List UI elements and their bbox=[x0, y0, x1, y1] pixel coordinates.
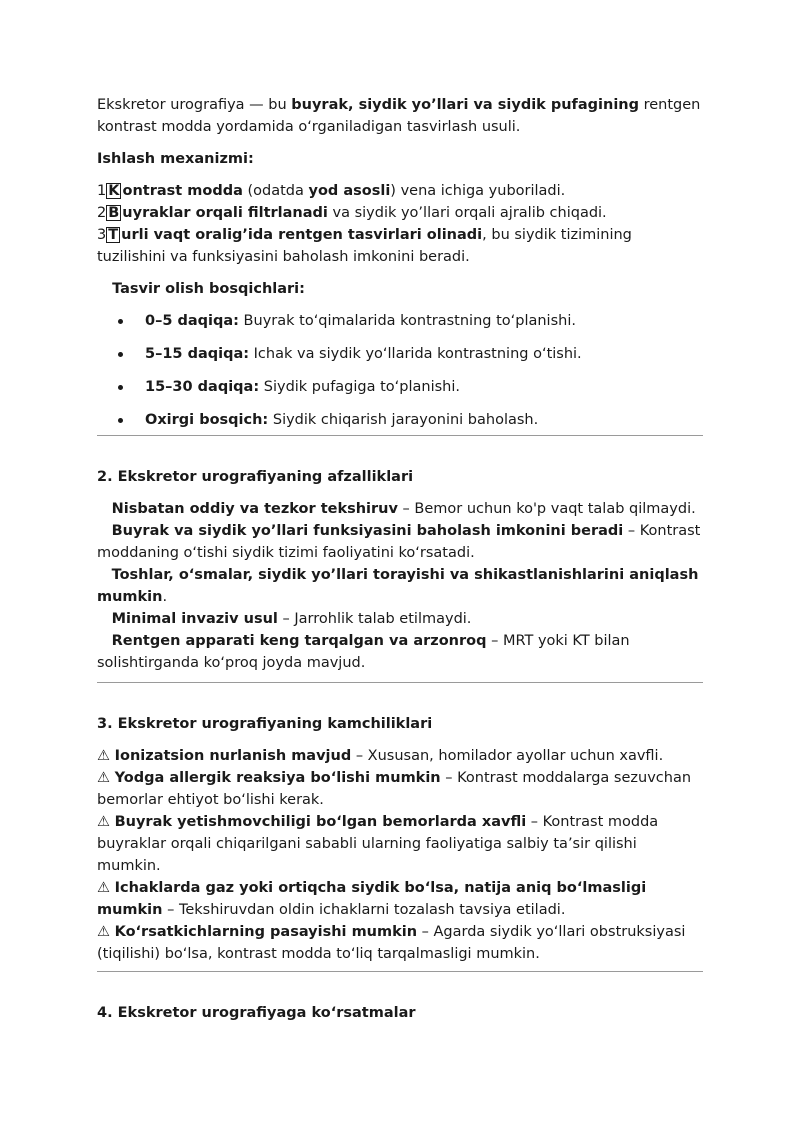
stage-label: 5–15 daqiqa: bbox=[145, 346, 250, 362]
step-bold: uyraklar orqali filtrlanadi bbox=[122, 205, 328, 221]
section-divider bbox=[97, 971, 703, 972]
mechanism-step bbox=[97, 202, 703, 224]
stage-text: Siydik chiqarish jarayonini baholash. bbox=[268, 412, 539, 428]
item-bold: Minimal invaziv usul bbox=[111, 611, 278, 627]
intro-text: rentgen kontrast modda yordamida o‘rganiladigan tasvirlash usuli. bbox=[97, 97, 701, 135]
item-bold: Buyrak va siydik yo’llari funksiyasini baholash imkonini beradi bbox=[111, 523, 624, 539]
list-item bbox=[118, 310, 703, 332]
warning-icon: ⚠ bbox=[97, 814, 110, 830]
step-bold: urli vaqt oralig’ida rentgen tasvirlari olinadi bbox=[121, 227, 483, 243]
step-text: ) vena ichiga yuboriladi. bbox=[390, 183, 566, 199]
stage-text: Ichak va siydik yo‘llarida kontrastning o‘tishi. bbox=[249, 346, 582, 362]
item-text: – Jarrohlik talab etilmaydi. bbox=[277, 611, 472, 627]
warning-icon: ⚠ bbox=[97, 770, 110, 786]
section-title-disadvantages: 3. Ekskretor urografiyaning kamchiliklari bbox=[97, 716, 433, 732]
list-item bbox=[97, 745, 703, 767]
boxed-letter: B bbox=[108, 205, 120, 221]
list-item bbox=[97, 767, 703, 811]
item-bold: Ichaklarda gaz yoki ortiqcha siydik bo‘lsa, natija aniq bo‘lmasligi mumkin bbox=[97, 880, 647, 918]
mechanism-step bbox=[97, 224, 703, 268]
list-item bbox=[97, 630, 703, 674]
stage-label: Oxirgi bosqich: bbox=[145, 412, 269, 428]
step-text: , bu siydik tizimining tuzilishini va funksiyasini baholash imkonini beradi. bbox=[97, 227, 632, 265]
item-text: – Kontrast moddaning o‘tishi siydik tizimi faoliyatini ko‘rsatadi. bbox=[97, 523, 701, 561]
stage-text: Siydik pufagiga to‘planishi. bbox=[259, 379, 461, 395]
intro-paragraph bbox=[97, 94, 703, 138]
boxed-letter: T bbox=[108, 227, 119, 243]
disadvantages-list bbox=[97, 745, 703, 965]
stages-heading-text: Tasvir olish bosqichlari: bbox=[112, 281, 305, 297]
mechanism-heading: Ishlash mexanizmi: bbox=[97, 151, 254, 167]
list-item bbox=[118, 376, 703, 398]
step-bold: ontrast modda bbox=[122, 183, 243, 199]
stage-label: 15–30 daqiqa: bbox=[145, 379, 260, 395]
step-number: 1 bbox=[97, 183, 107, 199]
item-text: – Kontrast modda buyraklar orqali chiqarilgani sababli ularning faoliyatiga salbiy ta’sir qilishi mumkin. bbox=[97, 814, 659, 874]
item-text: . bbox=[162, 589, 168, 605]
boxed-letter: K bbox=[108, 183, 120, 199]
item-text: – Xususan, homilador ayollar uchun xavfli. bbox=[351, 748, 664, 764]
list-item bbox=[118, 409, 703, 431]
intro-text: Ekskretor urografiya — bu bbox=[97, 97, 292, 113]
item-bold: Toshlar, o‘smalar, siydik yo’llari torayishi va shikastlanishlarini aniqlash mumkin bbox=[97, 567, 699, 605]
step-bold: yod asosli bbox=[308, 183, 391, 199]
list-item bbox=[97, 921, 703, 965]
item-text: – Kontrast moddalarga sezuvchan bemorlar ehtiyot bo‘lishi kerak. bbox=[97, 770, 692, 808]
item-bold: Yodga allergik reaksiya bo‘lishi mumkin bbox=[114, 770, 441, 786]
list-item bbox=[97, 564, 703, 608]
section-divider bbox=[97, 682, 703, 683]
item-text: – Agarda siydik yo‘llari obstruksiyasi (tiqilishi) bo‘lsa, kontrast modda to‘liq tarqalmasligi mumkin. bbox=[97, 924, 686, 962]
item-bold: Rentgen apparati keng tarqalgan va arzonroq bbox=[111, 633, 487, 649]
step-number: 2 bbox=[97, 205, 107, 221]
warning-icon: ⚠ bbox=[97, 748, 110, 764]
item-text: – Tekshiruvdan oldin ichaklarni tozalash tavsiya etiladi. bbox=[162, 902, 566, 918]
mechanism-steps bbox=[97, 180, 703, 268]
mechanism-step bbox=[97, 180, 703, 202]
item-text: – MRT yoki KT bilan solishtirganda ko‘proq joyda mavjud. bbox=[97, 633, 630, 671]
stage-label: 0–5 daqiqa: bbox=[145, 313, 239, 329]
list-item bbox=[97, 877, 703, 921]
list-item bbox=[97, 520, 703, 564]
item-bold: Ionizatsion nurlanish mavjud bbox=[114, 748, 352, 764]
list-item bbox=[97, 498, 703, 520]
warning-icon: ⚠ bbox=[97, 924, 110, 940]
step-text: va siydik yo’llari orqali ajralib chiqadi. bbox=[327, 205, 607, 221]
item-bold: Ko‘rsatkichlarning pasayishi mumkin bbox=[114, 924, 418, 940]
stages-heading bbox=[97, 278, 703, 300]
step-number: 3 bbox=[97, 227, 107, 243]
step-text: (odatda bbox=[242, 183, 309, 199]
item-bold: Buyrak yetishmovchiligi bo‘lgan bemorlarda xavfli bbox=[114, 814, 527, 830]
section-title-advantages: 2. Ekskretor urografiyaning afzalliklari bbox=[97, 469, 414, 485]
section-title-indications: 4. Ekskretor urografiyaga ko‘rsatmalar bbox=[97, 1005, 416, 1021]
intro-bold: buyrak, siydik yo’llari va siydik pufagining bbox=[291, 97, 639, 113]
list-item bbox=[97, 811, 703, 877]
list-item bbox=[118, 343, 703, 365]
section-divider bbox=[97, 435, 703, 436]
stages-list bbox=[97, 310, 703, 431]
list-item bbox=[97, 608, 703, 630]
advantages-list bbox=[97, 498, 703, 674]
item-text: – Bemor uchun ko'p vaqt talab qilmaydi. bbox=[397, 501, 696, 517]
item-bold: Nisbatan oddiy va tezkor tekshiruv bbox=[111, 501, 398, 517]
warning-icon: ⚠ bbox=[97, 880, 110, 896]
stage-text: Buyrak to‘qimalarida kontrastning to‘planishi. bbox=[238, 313, 576, 329]
